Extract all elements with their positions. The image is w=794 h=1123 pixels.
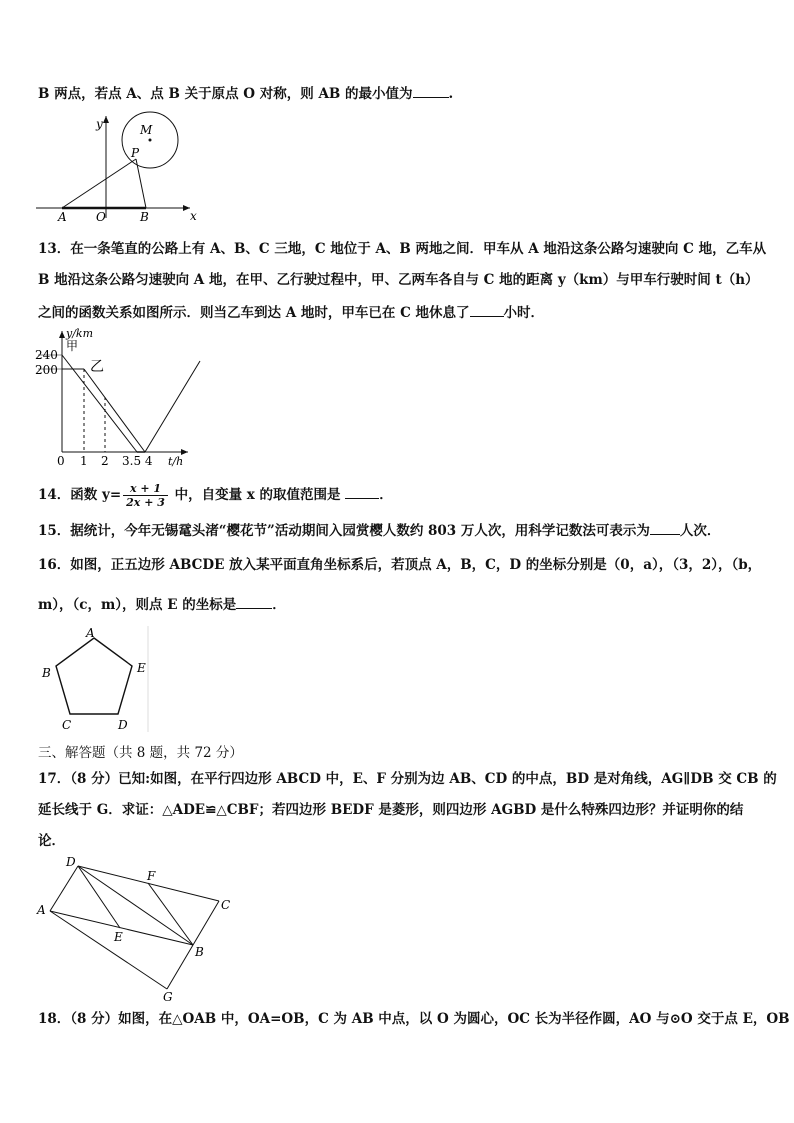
q13-xlabel: t/h	[168, 455, 184, 468]
q12-figure	[30, 108, 210, 226]
q12-text-line	[38, 83, 453, 103]
q12-text: B 两点，若点 A、点 B 关于原点 O 对称，则 AB 的最小值为	[38, 86, 413, 102]
q17-label-A: A	[37, 903, 46, 917]
q13-tick-0: 0	[57, 454, 65, 468]
q13-chart	[30, 325, 210, 470]
q13-tick-2: 2	[101, 454, 109, 468]
q16-label-C: C	[62, 718, 72, 732]
q13-line1: 13．在一条笔直的公路上有 A、B、C 三地，C 地位于 A、B 两地之间．甲车从 A 地沿这条公路匀速驶向 C 地，乙车从	[38, 241, 767, 257]
q16-line1: 16．如图，正五边形 ABCDE 放入某平面直角坐标系后，若顶点 A，B，C，D 的坐标分别是（0，a），（3，2），（b，	[38, 557, 762, 573]
q16-line2: m），（c，m），则点 E 的坐标是	[38, 597, 237, 613]
section3-heading: 三、解答题（共 8 题，共 72 分）	[38, 745, 243, 761]
q12-label-A: A	[58, 210, 67, 224]
q16-figure	[36, 624, 156, 736]
q18-line: 18．（8 分）如图，在△OAB 中，OA=OB，C 为 AB 中点，以 O 为圆心，OC 长为半径作圆，AO 与⊙O 交于点 E，OB	[38, 1011, 790, 1027]
q17-label-C: C	[221, 898, 231, 912]
q13-ylabel: y/km	[66, 327, 94, 340]
q12-answer-blank[interactable]	[413, 83, 449, 98]
q16-answer-blank[interactable]	[236, 594, 272, 609]
q12-label-y: y	[96, 117, 103, 131]
q13-tick-200: 200	[35, 363, 58, 377]
q13-tick-1: 1	[80, 454, 88, 468]
q16-line2-wrap	[38, 594, 286, 614]
q12-end: .	[448, 86, 454, 102]
q12-label-B: B	[140, 210, 149, 224]
q14-fraction	[123, 482, 168, 509]
q17-label-E: E	[114, 930, 123, 944]
q13-series-yi: 乙	[90, 359, 104, 375]
q13-tick-35-4: 3.5 4	[122, 454, 153, 468]
q16-end: ．	[272, 597, 286, 613]
q17-label-D: D	[66, 855, 76, 869]
q12-label-M: M	[140, 123, 153, 137]
q14-end: ．	[379, 487, 393, 503]
q15-answer-blank[interactable]	[650, 520, 680, 535]
q14-pre: 14．函数 y=	[38, 487, 122, 503]
q15-line	[38, 520, 720, 540]
q14-line	[38, 477, 393, 513]
q13-line3-end: 小时．	[503, 305, 545, 321]
q17-label-B: B	[195, 945, 204, 959]
q17-figure	[34, 853, 244, 1003]
q15-end: 人次．	[679, 523, 721, 539]
q17-label-G: G	[163, 990, 173, 1003]
q16-label-D: D	[118, 718, 128, 732]
q17-line3: 论．	[38, 833, 65, 849]
q13-tick-240: 240	[35, 348, 58, 362]
q12-label-P: P	[131, 146, 140, 160]
q14-denominator: 2x + 3	[126, 496, 165, 509]
q16-label-B: B	[42, 666, 51, 680]
q15-text: 15．据统计，今年无锡鼋头渚“樱花节”活动期间入园赏樱人数约 803 万人次，用科学记数法可表示为	[38, 523, 650, 539]
q13-line2: B 地沿这条公路匀速驶向 A 地，在甲、乙行驶过程中，甲、乙两车各自与 C 地的距离 y（km）与甲车行驶时间 t（h）	[38, 272, 759, 288]
q17-line2: 延长线于 G．求证：△ADE≌△CBF；若四边形 BEDF 是菱形，则四边形 AGBD 是什么特殊四边形？并证明你的结	[38, 802, 744, 818]
q16-label-A: A	[86, 626, 95, 640]
q14-post: 中，自变量 x 的取值范围是	[174, 487, 341, 503]
q12-label-x: x	[190, 209, 197, 223]
q13-line3-wrap	[38, 302, 544, 322]
q16-label-E: E	[137, 661, 146, 675]
q14-numerator: x + 1	[123, 482, 168, 496]
q17-line1: 17．（8 分）已知:如图，在平行四边形 ABCD 中，E、F 分别为边 AB、CD 的中点，BD 是对角线，AG∥DB 交 CB 的	[38, 771, 777, 787]
q13-series-jia: 甲	[66, 339, 79, 353]
q13-line3: 之间的函数关系如图所示．则当乙车到达 A 地时，甲车已在 C 地休息了	[38, 305, 470, 321]
q14-answer-blank[interactable]	[345, 484, 379, 499]
q13-answer-blank[interactable]	[470, 302, 504, 317]
q17-label-F: F	[147, 869, 156, 883]
q12-label-O: O	[96, 210, 106, 224]
